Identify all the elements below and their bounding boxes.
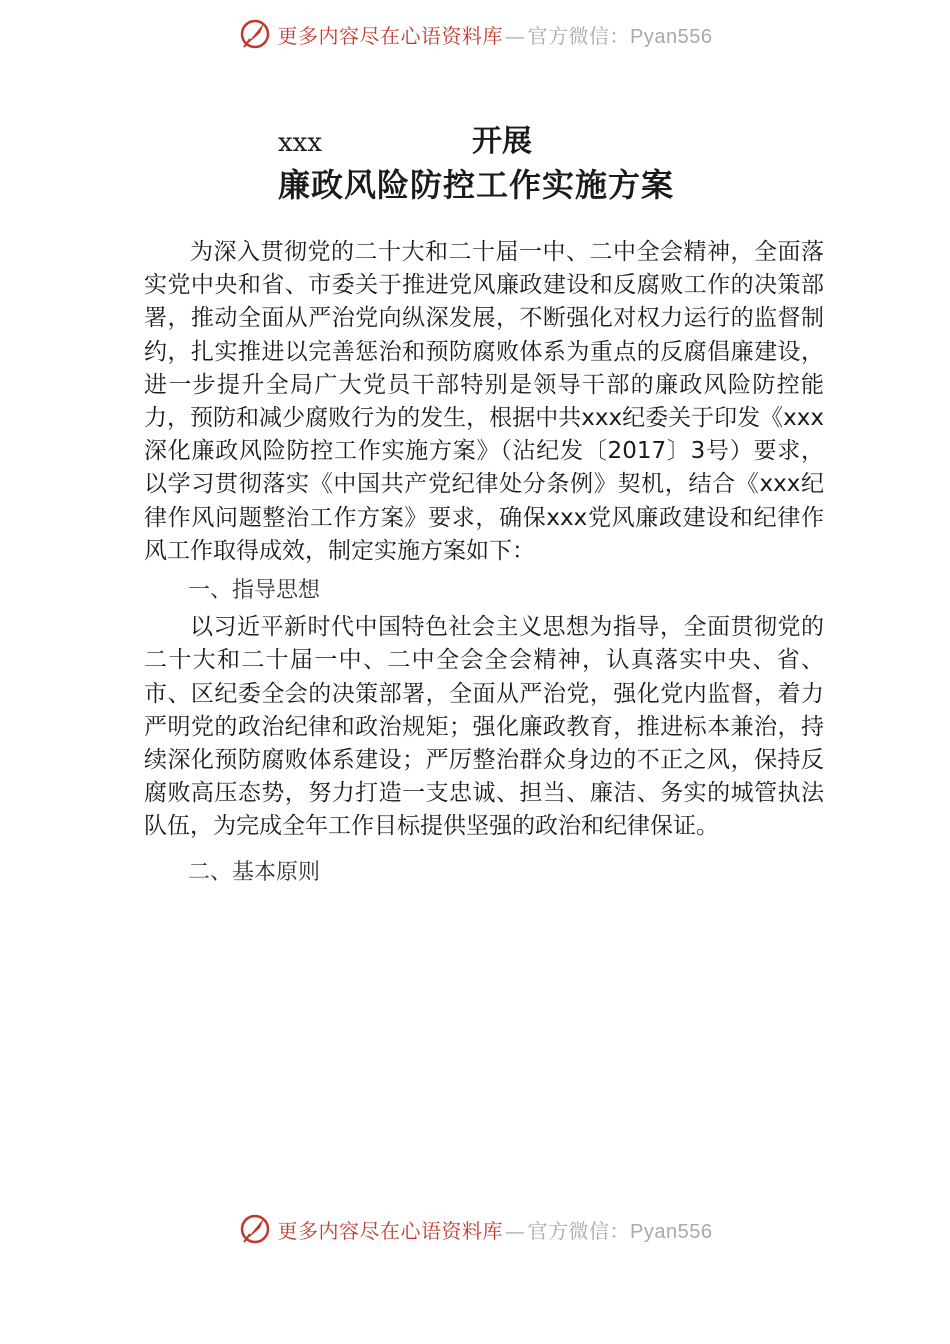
watermark-footer	[0, 1209, 950, 1249]
guiding-thought-paragraph: 以习近平新时代中国特色社会主义思想为指导，全面贯彻党的二十大和二十届一中、二中全会全会精神，认真落实中央、省、市、区纪委全会的决策部署，全面从严治党，强化党内监督，着力严明党的政治纪律和政治规矩；强化廉政教育，推进标本兼治，持续深化预防腐败体系建设；严厉整治群众身边的不正之风，保持反腐败高压态势，努力打造一支忠诚、担当、廉洁、务实的城管执法队伍，为完成全年工作目标提供坚强的政治和纪律保证。	[144, 614, 824, 840]
quill-logo-icon	[238, 1212, 272, 1246]
document-body	[144, 236, 824, 893]
watermark-account: Pyan556	[630, 1220, 713, 1243]
document-title-line2: 廉政风险防控工作实施方案	[278, 166, 675, 204]
watermark-account: Pyan556	[630, 25, 713, 48]
quill-logo-icon	[238, 17, 272, 51]
intro-paragraph: 为深入贯彻党的二十大和二十届一中、二中全会精神，全面落实党中央和省、市委关于推进党风廉政建设和反腐败工作的决策部署，推动全面从严治党向纵深发展，不断强化对权力运行的监督制约，扎实推进以完善惩治和预防腐败体系为重点的反腐倡廉建设，进一步提升全局广大党员干部特别是领导干部的廉政风险防控能力，预防和减少腐败行为的发生，根据中共xxx纪委关于印发《xxx深化廉政风险防控工作实施方案》（沾纪发〔2017〕3号）要求，以学习贯彻落实《中国共产党纪律处分条例》契机，结合《xxx纪律作风问题整治工作方案》要求，确保xxx党风廉政建设和纪律作风工作取得成效，制定实施方案如下：	[144, 239, 824, 564]
watermark-site: 更多内容尽在心语资料库	[277, 23, 504, 48]
title-prefix: xxx	[278, 128, 322, 158]
document-title-line1	[278, 116, 532, 160]
watermark-site: 更多内容尽在心语资料库	[277, 1218, 504, 1243]
watermark-separator: —	[505, 23, 526, 48]
watermark-header	[0, 14, 950, 54]
section-heading-basic-principles: 二、基本原则	[188, 859, 321, 885]
title-kaizhan: 开展	[472, 124, 532, 159]
watermark-text	[278, 20, 713, 49]
watermark-wechat-label: 官方微信：	[527, 1218, 631, 1243]
section-heading-guiding-thought: 一、指导思想	[188, 578, 321, 604]
watermark-text	[278, 1215, 713, 1244]
watermark-wechat-label: 官方微信：	[527, 23, 631, 48]
watermark-separator: —	[505, 1218, 526, 1243]
